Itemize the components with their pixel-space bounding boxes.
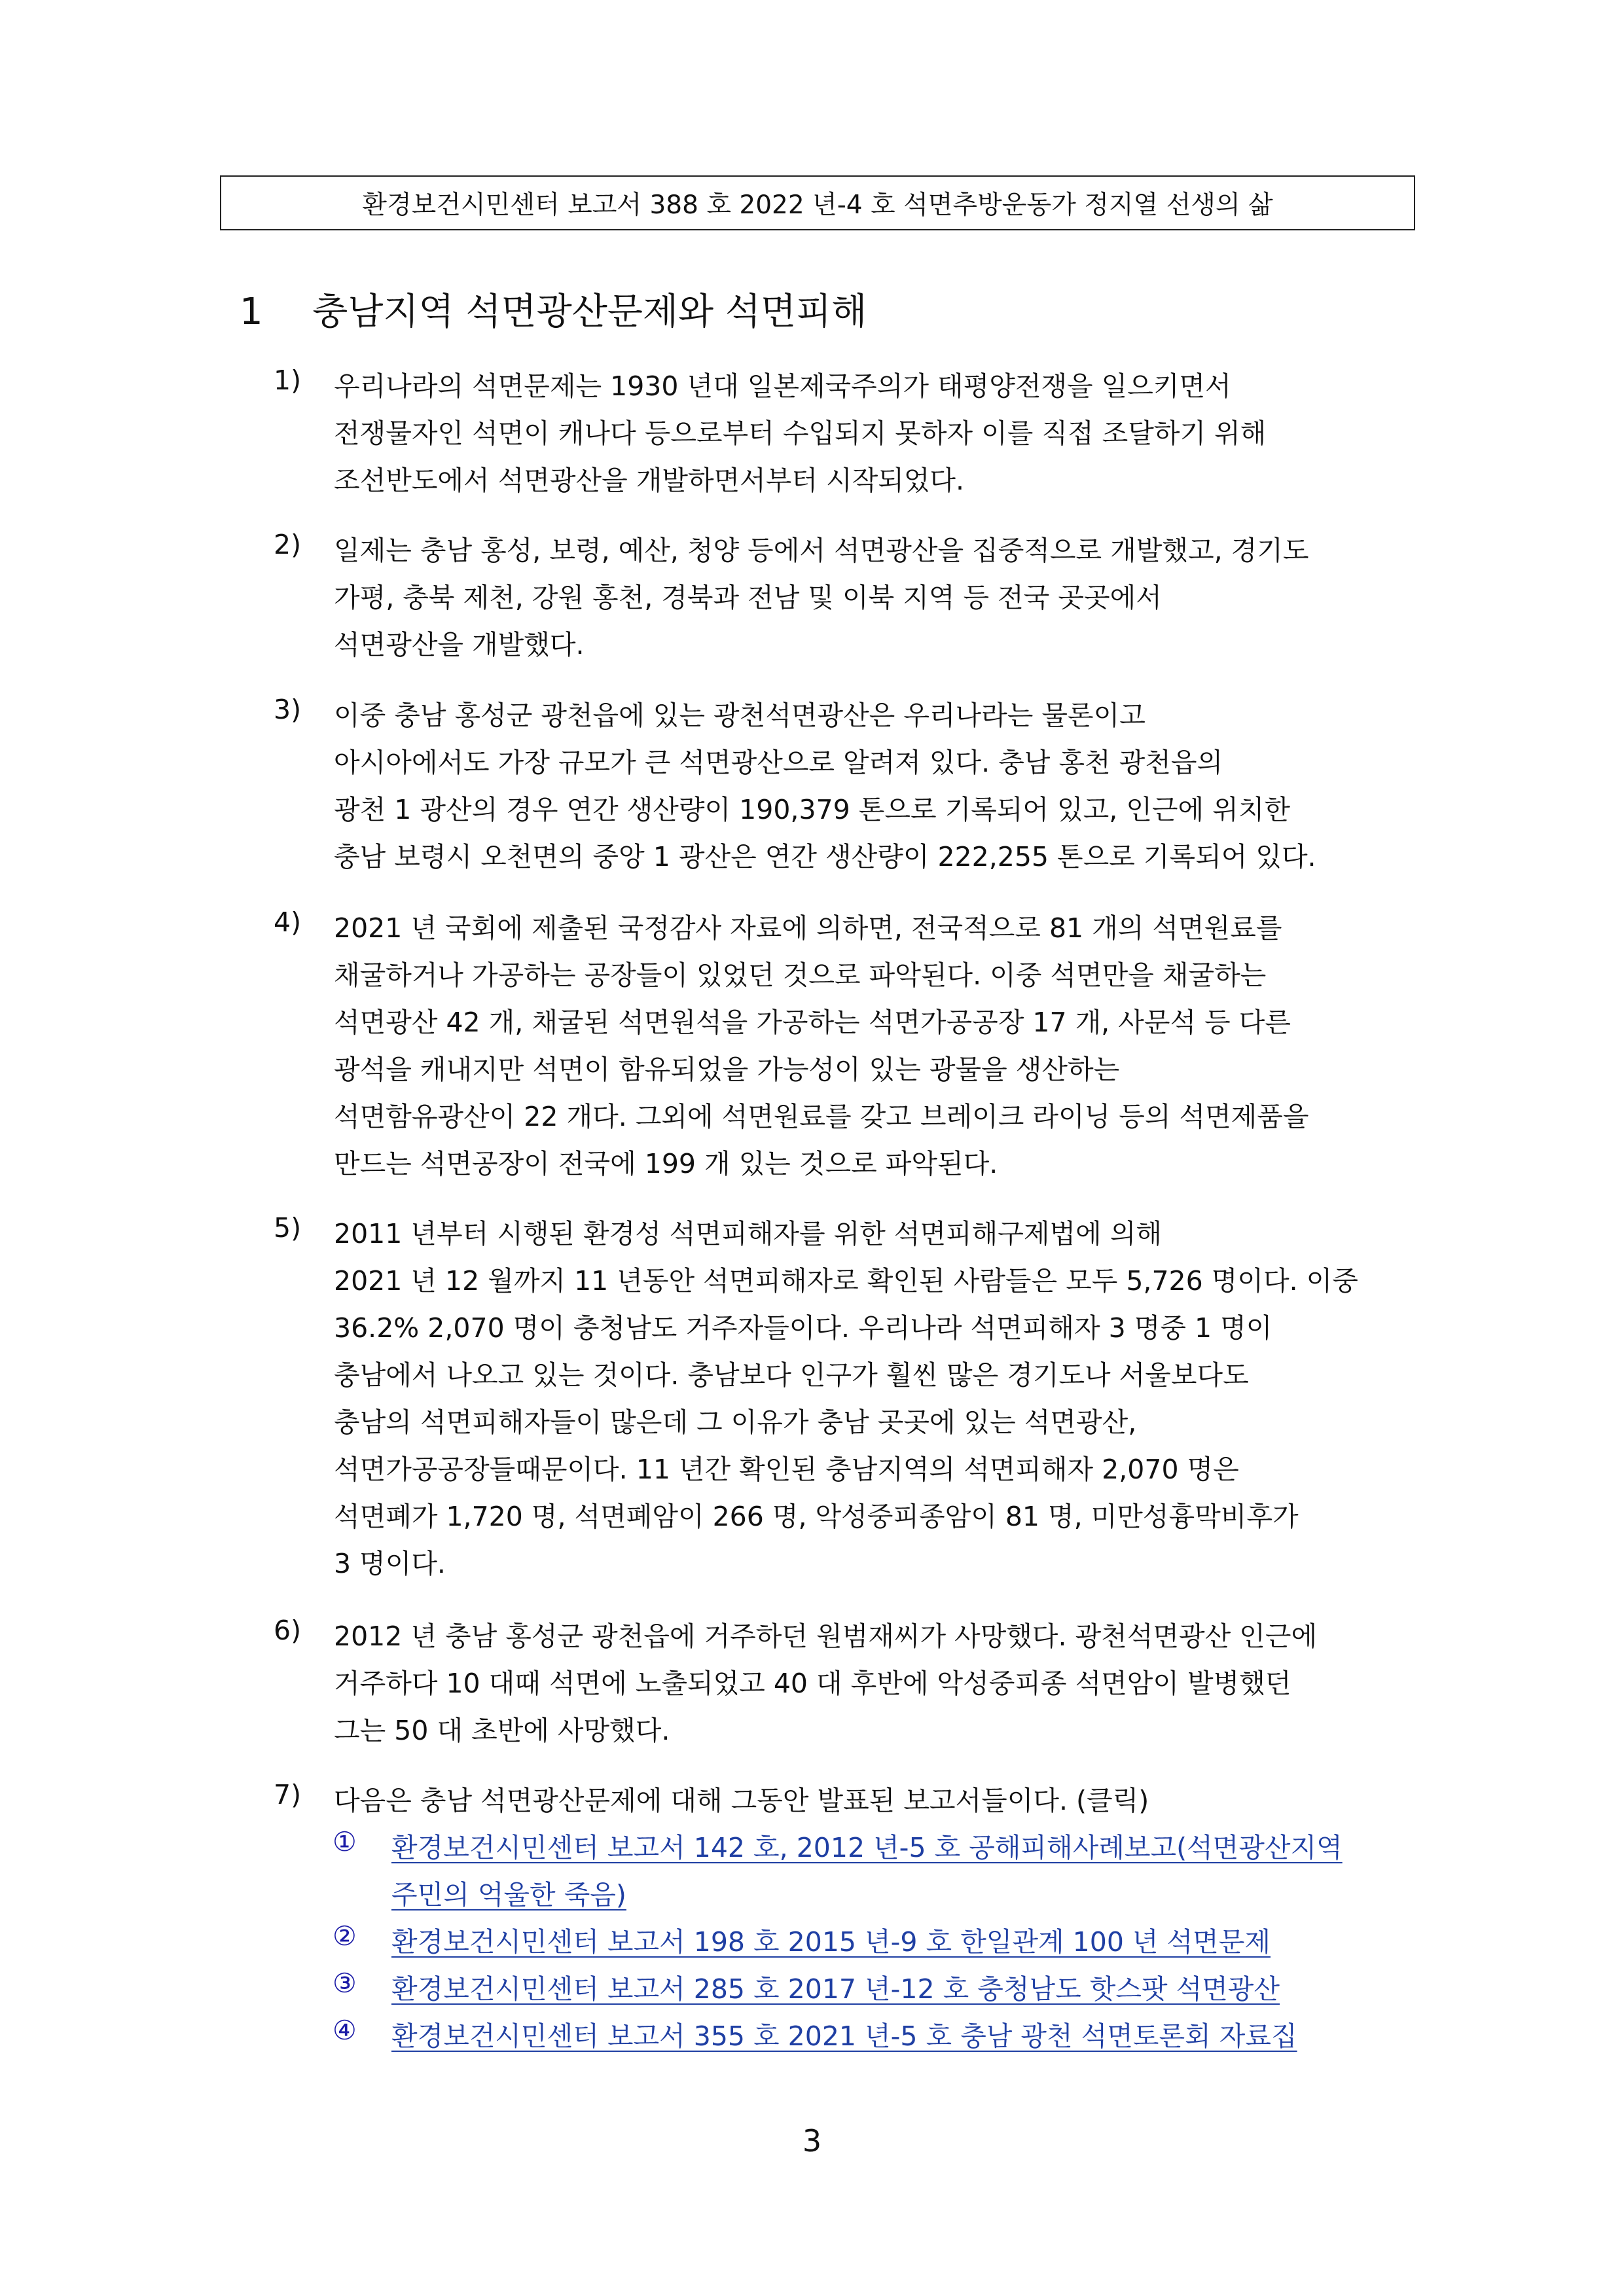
item-number: 7) xyxy=(274,1779,302,1810)
item-line: 이중 충남 홍성군 광천읍에 있는 광천석면광산은 우리나라는 물론이고 xyxy=(334,700,1146,731)
link-marker: ③ xyxy=(333,1967,357,1999)
item-line: 충남의 석면피해자들이 많은데 그 이유가 충남 곳곳에 있는 석면광산, xyxy=(334,1407,1137,1438)
item-line: 거주하다 10 대때 석면에 노출되었고 40 대 후반에 악성중피종 석면암이 발병했던 xyxy=(334,1668,1291,1699)
report-link-198[interactable]: 환경보건시민센터 보고서 198 호 2015 년-9 호 한일관계 100 년 석면문제 xyxy=(391,1926,1271,1958)
item-line: 석면가공공장들때문이다. 11 년간 확인된 충남지역의 석면피해자 2,070 명은 xyxy=(334,1454,1239,1485)
item-line: 만드는 석면공장이 전국에 199 개 있는 것으로 파악된다. xyxy=(334,1148,998,1179)
report-header-box xyxy=(220,175,1415,230)
item-line: 가평, 충북 제천, 강원 홍천, 경북과 전남 및 이북 지역 등 전국 곳곳에서 xyxy=(334,582,1162,613)
item-number: 5) xyxy=(274,1212,302,1244)
link-marker: ① xyxy=(333,1826,357,1857)
section-heading xyxy=(240,283,867,335)
item-number: 1) xyxy=(274,365,302,396)
item-line: 채굴하거나 가공하는 공장들이 있었던 것으로 파악된다. 이중 석면만을 채굴하는 xyxy=(334,960,1267,991)
item-line: 일제는 충남 홍성, 보령, 예산, 청양 등에서 석면광산을 집중적으로 개발했고, 경기도 xyxy=(334,535,1309,566)
item-line: 석면함유광산이 22 개다. 그외에 석면원료를 갖고 브레이크 라이닝 등의 석면제품을 xyxy=(334,1101,1309,1132)
item-number: 2) xyxy=(274,529,302,560)
report-header-title: 환경보건시민센터 보고서 388 호 2022 년-4 호 석면추방운동가 정지열 선생의 삶 xyxy=(362,190,1273,220)
item-line: 석면광산 42 개, 채굴된 석면원석을 가공하는 석면가공공장 17 개, 사문석 등 다른 xyxy=(334,1007,1291,1038)
item-line: 3 명이다. xyxy=(334,1548,446,1579)
item-line: 석면폐가 1,720 명, 석면폐암이 266 명, 악성중피종암이 81 명, 미만성흉막비후가 xyxy=(334,1501,1299,1532)
item-number: 3) xyxy=(274,694,302,725)
item-line: 36.2% 2,070 명이 충청남도 거주자들이다. 우리나라 석면피해자 3 명중 1 명이 xyxy=(334,1312,1272,1344)
item-line: 2012 년 충남 홍성군 광천읍에 거주하던 원범재씨가 사망했다. 광천석면광산 인근에 xyxy=(334,1621,1318,1652)
item-line: 다음은 충남 석면광산문제에 대해 그동안 발표된 보고서들이다. (클릭) xyxy=(334,1785,1149,1816)
item-line: 2021 년 12 월까지 11 년동안 석면피해자로 확인된 사람들은 모두 5,726 명이다. 이중 xyxy=(334,1265,1358,1297)
item-line: 아시아에서도 가장 규모가 큰 석면광산으로 알려져 있다. 충남 홍천 광천읍의 xyxy=(334,747,1223,778)
section-number: 1 xyxy=(240,291,263,333)
item-line: 충남에서 나오고 있는 것이다. 충남보다 인구가 훨씬 많은 경기도나 서울보다도 xyxy=(334,1359,1249,1391)
page-number: 3 xyxy=(802,2123,822,2159)
item-line: 2021 년 국회에 제출된 국정감사 자료에 의하면, 전국적으로 81 개의 석면원료를 xyxy=(334,912,1282,944)
item-line: 조선반도에서 석면광산을 개발하면서부터 시작되었다. xyxy=(334,465,965,496)
link-marker: ② xyxy=(333,1920,357,1952)
report-link-142[interactable]: 환경보건시민센터 보고서 142 호, 2012 년-5 호 공해피해사례보고(석면광산지역 xyxy=(391,1832,1343,1863)
item-line: 우리나라의 석면문제는 1930 년대 일본제국주의가 태평양전쟁을 일으키면서 xyxy=(334,370,1231,402)
report-link-142-continued[interactable]: 주민의 억울한 죽음) xyxy=(391,1879,626,1910)
item-line: 석면광산을 개발했다. xyxy=(334,629,585,660)
item-line: 2011 년부터 시행된 환경성 석면피해자를 위한 석면피해구제법에 의해 xyxy=(334,1218,1162,1249)
link-marker: ④ xyxy=(333,2015,357,2046)
item-line: 그는 50 대 초반에 사망했다. xyxy=(334,1715,670,1746)
section-title: 충남지역 석면광산문제와 석면피해 xyxy=(312,291,867,333)
report-link-285[interactable]: 환경보건시민센터 보고서 285 호 2017 년-12 호 충청남도 핫스팟 석면광산 xyxy=(391,1973,1280,2005)
item-line: 광천 1 광산의 경우 연간 생산량이 190,379 톤으로 기록되어 있고, 인근에 위치한 xyxy=(334,794,1290,825)
report-link-355[interactable]: 환경보건시민센터 보고서 355 호 2021 년-5 호 충남 광천 석면토론회 자료집 xyxy=(391,2020,1297,2052)
item-line: 충남 보령시 오천면의 중앙 1 광산은 연간 생산량이 222,255 톤으로 기록되어 있다. xyxy=(334,841,1316,872)
item-line: 광석을 캐내지만 석면이 함유되었을 가능성이 있는 광물을 생산하는 xyxy=(334,1054,1120,1085)
item-line: 전쟁물자인 석면이 캐나다 등으로부터 수입되지 못하자 이를 직접 조달하기 위해 xyxy=(334,418,1267,449)
item-number: 6) xyxy=(274,1615,302,1646)
item-number: 4) xyxy=(274,906,302,938)
